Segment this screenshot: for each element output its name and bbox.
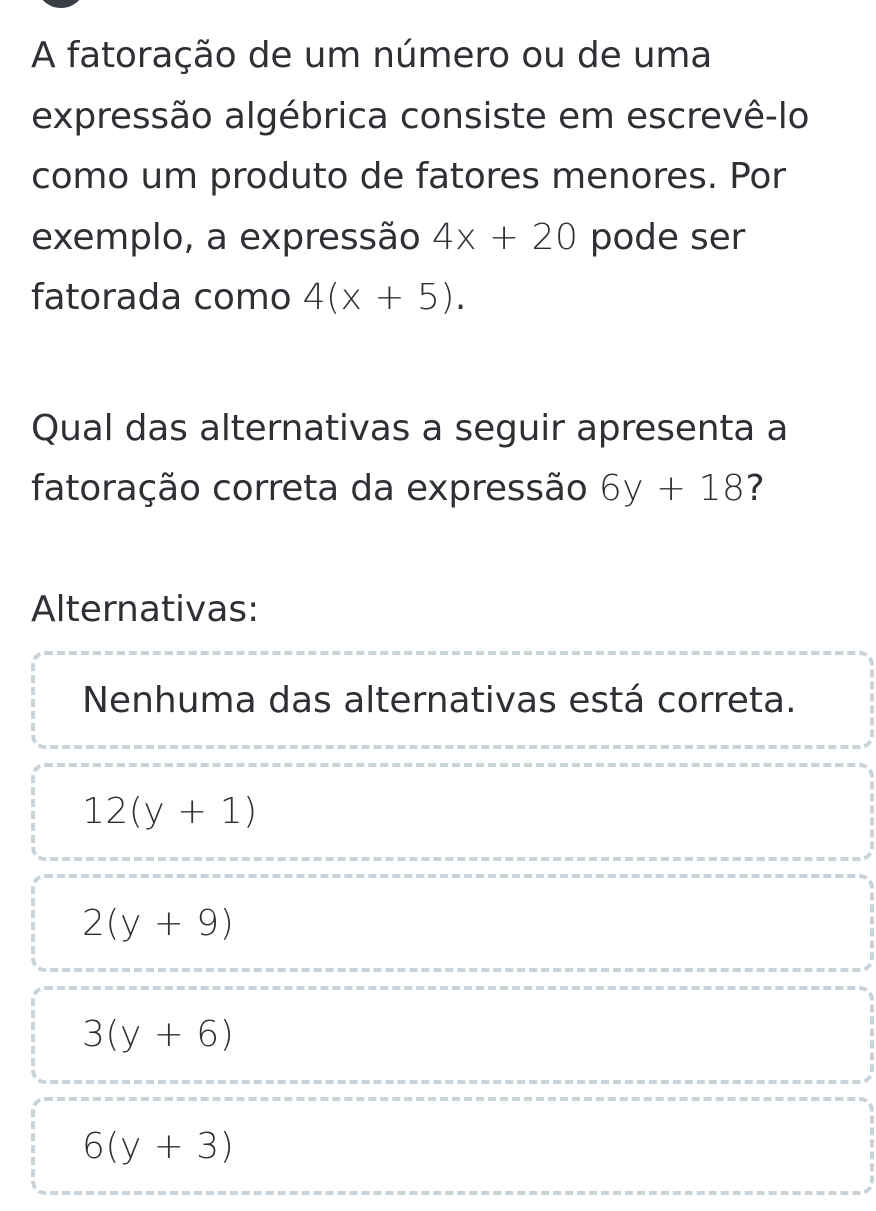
math-expression: 4x + 20 — [431, 216, 579, 258]
question-line: pode ser — [578, 216, 746, 258]
option-a[interactable] — [31, 651, 874, 749]
question-text — [31, 26, 851, 520]
question-line: . — [454, 277, 467, 318]
math-expression: 6y + 18 — [598, 468, 746, 509]
option-d[interactable] — [31, 986, 874, 1084]
question-line: A fatoração de um número ou de uma — [31, 35, 713, 76]
question-paragraph-2 — [31, 399, 851, 520]
option-e[interactable] — [31, 1097, 874, 1195]
options-list — [31, 651, 874, 1195]
option-label: 12(y + 1) — [82, 791, 258, 832]
question-line: Qual das alternativas a seguir apresenta a — [31, 407, 789, 449]
question-line: exemplo, a expressão — [31, 216, 432, 258]
question-line: expressão algébrica consiste em escrevê-lo — [31, 95, 810, 137]
option-b[interactable] — [31, 763, 874, 861]
math-expression: 4(x + 5) — [302, 277, 455, 318]
question-line: fatoração correta da expressão — [31, 468, 599, 509]
option-label: 6(y + 3) — [82, 1125, 235, 1167]
question-line: ? — [745, 468, 765, 509]
option-label: Nenhuma das alternativas está correta. — [82, 679, 797, 721]
option-label: 2(y + 9) — [82, 902, 235, 944]
question-paragraph-1 — [31, 26, 851, 329]
question-line: fatorada como — [31, 277, 303, 318]
question-line: como um produto de fatores menores. Por — [31, 156, 786, 197]
option-label: 3(y + 6) — [82, 1014, 235, 1055]
avatar — [36, 0, 86, 8]
option-c[interactable] — [31, 874, 874, 972]
alternatives-heading: Alternativas: — [31, 589, 260, 630]
